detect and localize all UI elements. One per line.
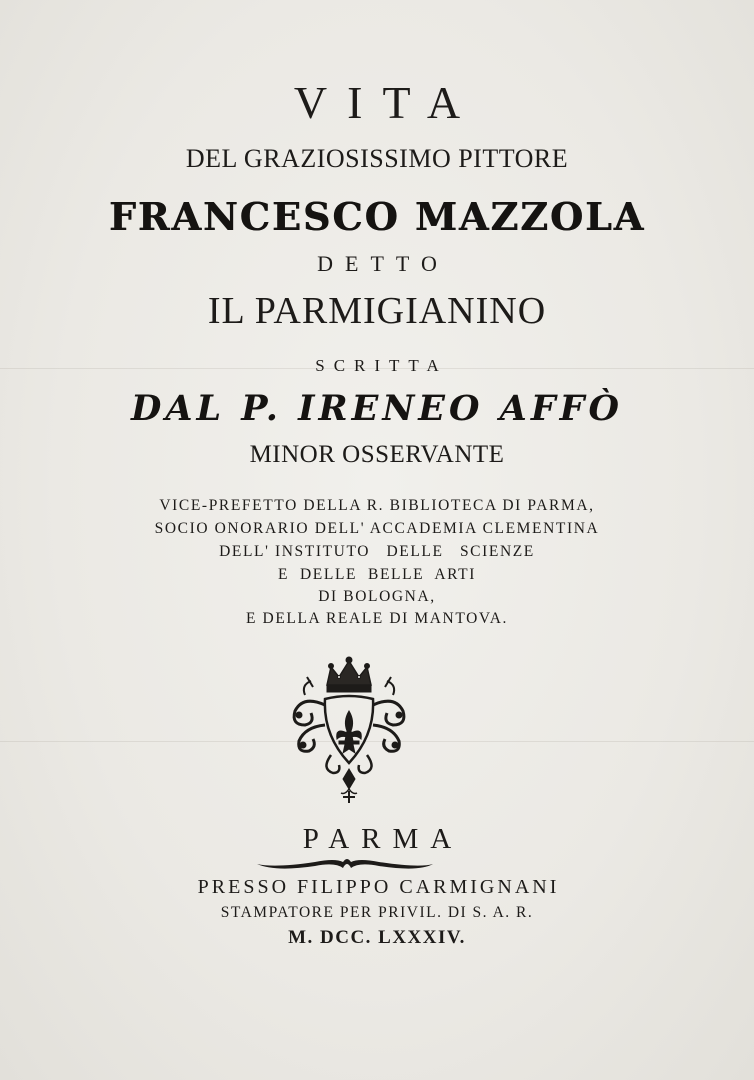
imprint-printer: PRESSO FILIPPO CARMIGNANI — [197, 876, 560, 898]
subject-name: FRANCESCO MAZZOLA — [108, 194, 646, 239]
credential-line: VICE-PREFETTO DELLA R. BIBLIOTECA DI PARMA, — [159, 497, 595, 514]
credential-line: DI BOLOGNA, — [318, 588, 436, 605]
credential-line: E DELLA REALE DI MANTOVA. — [245, 610, 508, 627]
crowned-fleur-de-lis-ornament-icon — [281, 655, 417, 807]
imprint-city: PARMA — [302, 823, 464, 855]
author-order: MINOR OSSERVANTE — [249, 441, 505, 468]
book-title: VITA — [293, 77, 481, 128]
book-subtitle: DEL GRAZIOSISSIMO PITTORE — [185, 144, 569, 173]
detto-label: DETTO — [317, 251, 449, 276]
credential-line: SOCIO ONORARIO DELL' ACCADEMIA CLEMENTINA — [154, 520, 600, 537]
decorative-rule-icon — [255, 856, 435, 872]
imprint-privilege: STAMPATORE PER PRIVIL. DI S. A. R. — [220, 904, 534, 921]
credential-line: DELL' INSTITUTO DELLE SCIENZE — [219, 543, 535, 560]
author-name: DAL P. IRENEO AFFÒ — [130, 388, 624, 429]
credential-line: E DELLE BELLE ARTI — [278, 566, 476, 583]
scritta-label: SCRITTA — [315, 356, 448, 375]
subject-epithet: IL PARMIGIANINO — [207, 290, 547, 332]
imprint-year: M. DCC. LXXXIV. — [288, 927, 466, 948]
